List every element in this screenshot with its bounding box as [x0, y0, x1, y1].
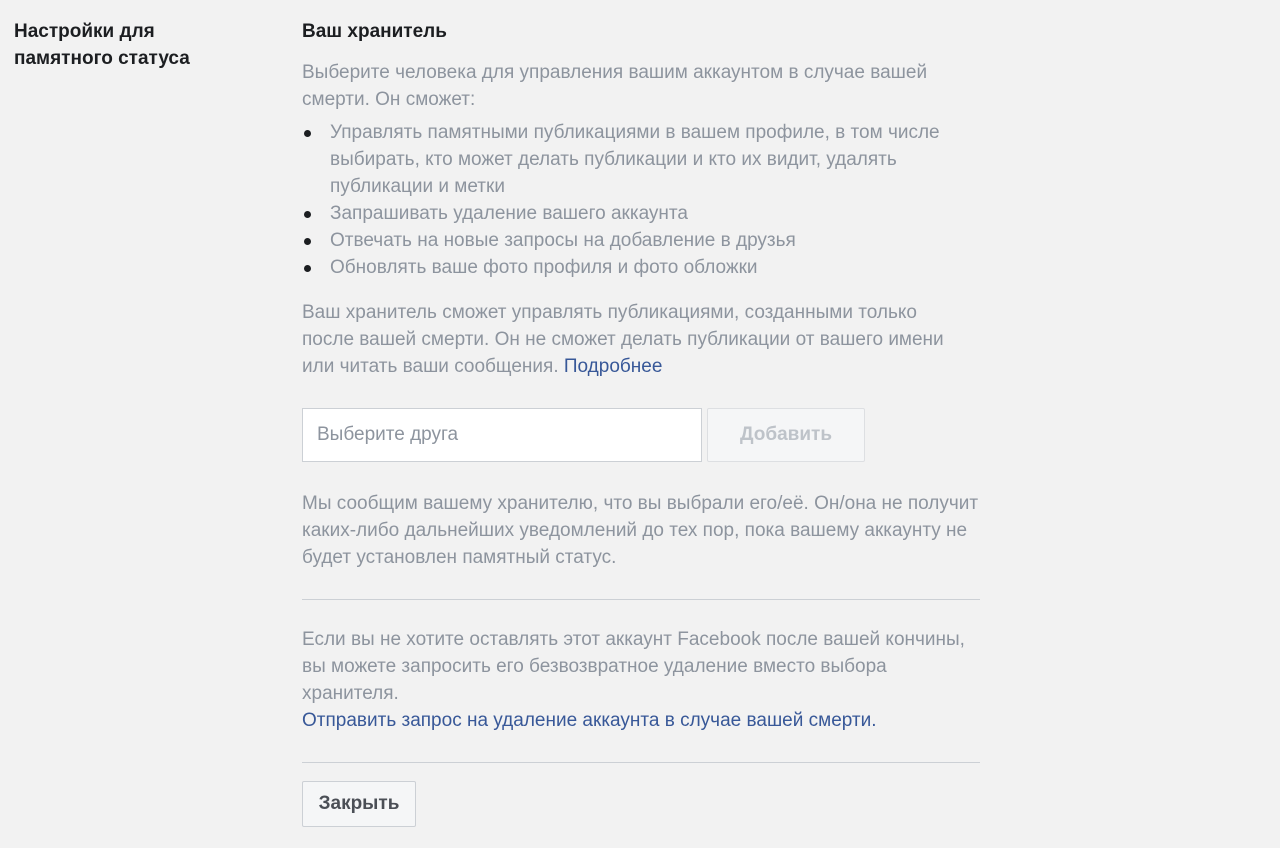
ability-item [302, 200, 982, 227]
ability-text: Запрашивать удаление вашего аккаунта [330, 203, 688, 224]
ability-item [302, 254, 982, 281]
divider [302, 599, 980, 600]
bullet-icon [304, 238, 311, 245]
choose-friend-input[interactable] [302, 408, 702, 462]
friend-picker-row [302, 408, 982, 462]
ability-item [302, 227, 982, 254]
divider [302, 762, 980, 763]
legacy-contact-panel [302, 18, 982, 827]
legacy-contact-limits [302, 299, 972, 380]
ability-text: Обновлять ваше фото профиля и фото обложки [330, 257, 758, 278]
bullet-icon [304, 130, 311, 137]
add-button[interactable]: Добавить [707, 408, 865, 462]
request-deletion-link[interactable]: Отправить запрос на удаление аккаунта в случае вашей смерти. [302, 710, 877, 731]
bullet-icon [304, 211, 311, 218]
legacy-contact-abilities-list [302, 119, 982, 281]
legacy-contact-notice: Мы сообщим вашему хранителю, что вы выбрали его/её. Он/она не получит каких-либо дальнейших уведомлений до тех пор, пока вашему аккаунту не будет установлен памятный статус. [302, 493, 979, 568]
memorialization-settings-label: Настройки для памятного статуса [14, 21, 190, 69]
deletion-text: Если вы не хотите оставлять этот аккаунт Facebook после вашей кончины, вы можете запросить его безвозвратное удаление вместо выбора хранителя. [302, 629, 965, 704]
ability-text: Отвечать на новые запросы на добавление в друзья [330, 230, 796, 251]
limits-text: Ваш хранитель сможет управлять публикациями, созданными только после вашей смерти. Он не сможет делать публикации от вашего имени или читать ваши сообщения. [302, 302, 944, 377]
legacy-contact-intro: Выберите человека для управления вашим аккаунтом в случае вашей смерти. Он сможет: [302, 62, 928, 110]
close-button[interactable]: Закрыть [302, 781, 416, 827]
bullet-icon [304, 265, 311, 272]
legacy-contact-title: Ваш хранитель [302, 21, 447, 42]
deletion-info [302, 626, 982, 734]
ability-item [302, 119, 982, 200]
ability-text: Управлять памятными публикациями в вашем профиле, в том числе выбирать, кто может делать публикации и кто их видит, удалять публикации и метки [330, 122, 940, 197]
learn-more-link[interactable]: Подробнее [563, 356, 663, 377]
